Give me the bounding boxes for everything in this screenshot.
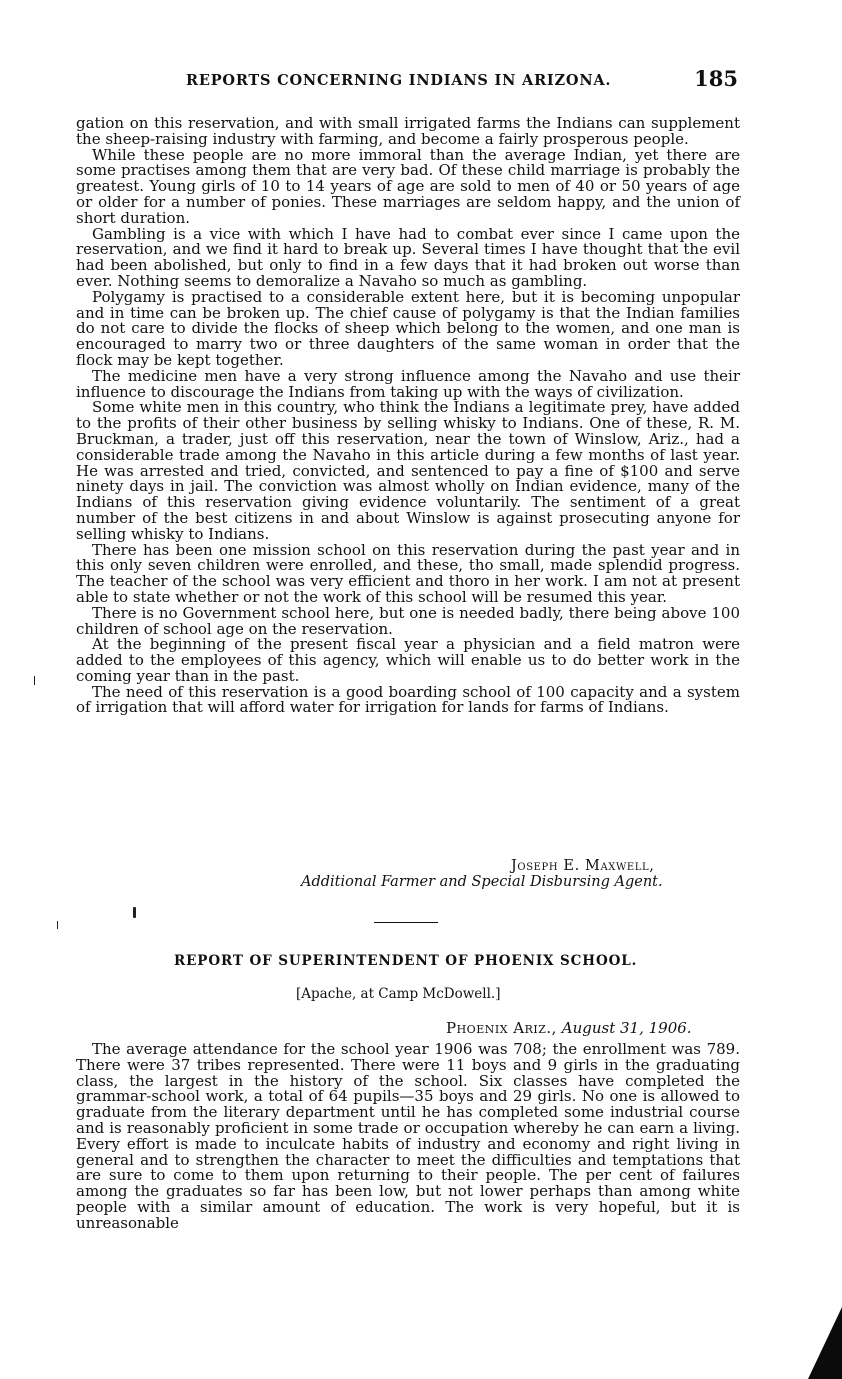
paragraph: There is no Government school here, but one is needed badly, there being above 100 children of school age on the reservation. — [76, 603, 740, 638]
dateline-date: August 31, 1906. — [561, 1019, 692, 1037]
paragraph: Polygamy is practised to a considerable extent here, but it is becoming unpopular and in time can be broken up. The chief cause of polygamy is that the Indian families do not care to divide the flocks of sheep which belong to the women, and one man is encouraged to marry two or three daughters of the same woman in order that the flock may be kept together. — [76, 287, 740, 369]
paragraph: gation on this reservation, and with small irrigated farms the Indians can supplement the sheep-raising industry with farming, and become a fairly prosperous people. — [76, 114, 740, 148]
dateline-place: Phoenix Ariz., — [446, 1019, 557, 1037]
paragraph: There has been one mission school on this reservation during the past year and in this only seven children were enrolled, and these, tho small, made splendid progress. The teacher of the school was very efficient and thoro in her work. I am not at present able to state whether or not the work of this school will be resumed this year. — [76, 540, 740, 606]
page-corner-shadow — [808, 1307, 842, 1379]
section-divider — [374, 922, 438, 923]
paragraph: The need of this reservation is a good boarding school of 100 capacity and a system of irrigation that will afford water for irrigation for lands for farms of Indians. — [76, 682, 740, 717]
page-header — [76, 66, 740, 90]
signatory-name: Joseph E. Maxwell, — [511, 858, 655, 874]
ink-speck — [34, 676, 35, 685]
section-subtitle: [Apache, at Camp McDowell.] — [296, 986, 501, 1002]
running-head: REPORTS CONCERNING INDIANS IN ARIZONA. — [186, 72, 612, 89]
paragraph: At the beginning of the present fiscal year a physician and a field matron were added to the employees of this agency, which will enable us to do better work in the coming year than in the past. — [76, 635, 740, 685]
section-body — [76, 1042, 740, 1232]
paragraph: The medicine men have a very strong influence among the Navaho and use their influence to discourage the Indians from taking up with the ways of civilization. — [76, 366, 740, 401]
dateline — [446, 1019, 692, 1037]
paragraph: The average attendance for the school year 1906 was 708; the enrollment was 789. There were 37 tribes represented. There were 11 boys and 9 girls in the graduating class, the largest in the history of the school. Six classes have completed the grammar-school work, a total of 64 pupils—35 boys and 29 girls. No one is allowed to graduate from the literary department until he has completed some industrial course and is reasonably proficient in some trade or occupation whereby he can earn a living. Every effort is made to inculcate habits of industry and economy and right living in general and to strengthen the character to meet the difficulties and temptations that are sure to come to them upon returning to their people. The per cent of failures among the graduates so far has been low, but not lower perhaps than among white people with a similar amount of education. The work is very hopeful, but it is unreasonable — [76, 1040, 740, 1232]
signatory-title: Additional Farmer and Special Disbursing Agent. — [301, 874, 663, 890]
page-number: 185 — [694, 66, 738, 91]
paragraph: While these people are no more immoral than the average Indian, yet there are some practises among them that are very bad. Of these child marriage is probably the greatest. Young girls of 10 to 14 years of age are sold to men of 40 or 50 years of age or older for a number of ponies. These marriages are seldom happy, and the union of short duration. — [76, 145, 740, 227]
section-title: REPORT OF SUPERINTENDENT OF PHOENIX SCHOOL. — [174, 953, 638, 969]
ink-speck — [133, 907, 136, 918]
paragraph: Gambling is a vice with which I have had to combat ever since I came upon the reservation, and we find it hard to break up. Several times I have thought that the evil had been abolished, but only to find in a few days that it had broken out worse than ever. Nothing seems to demoralize a Navaho so much as gambling. — [76, 224, 740, 290]
ink-speck — [57, 921, 58, 929]
report-body — [76, 116, 740, 716]
paragraph: Some white men in this country, who think the Indians a legitimate prey, have added to the profits of their other business by selling whisky to Indians. One of these, R. M. Bruckman, a trader, just off this reservation, near the town of Winslow, Ariz., had a considerable trade among the Navaho in this article during a few months of last year. He was arrested and tried, convicted, and sentenced to pay a fine of $100 and serve ninety days in jail. The conviction was almost wholly on Indian evidence, many of the Indians of this reservation giving evidence voluntarily. The sentiment of a great number of the best citizens in and about Winslow is against prosecuting anyone for selling whisky to Indians. — [76, 398, 740, 543]
